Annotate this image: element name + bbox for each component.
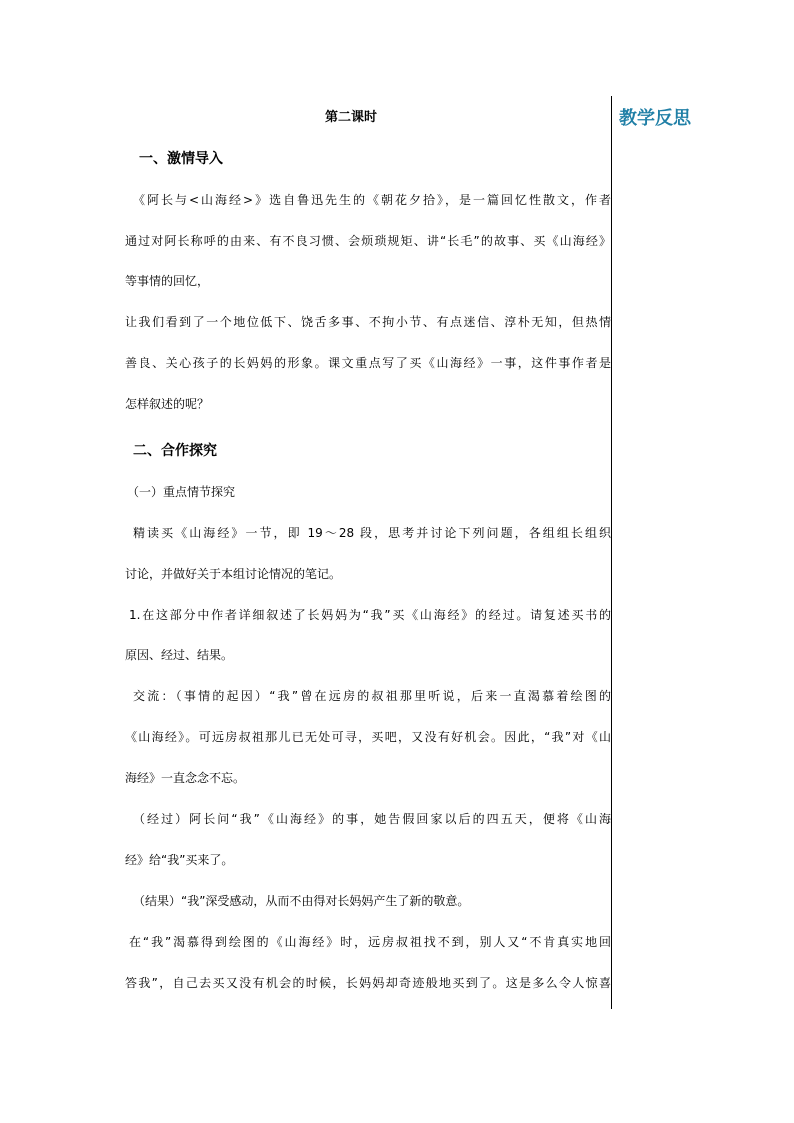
paragraph-line: 1.在这部分中作者详细叙述了长妈妈为“我”买《山海经》的经过。请复述买书的: [129, 608, 611, 622]
paragraph-line: 《山海经》。可远房叔祖那儿已无处可寻，买吧，又没有好机会。因此，“我”对《山: [125, 730, 611, 744]
paragraph-line: 让我们看到了一个地位低下、饶舌多事、不拘小节、有点迷信、淳朴无知，但热情: [125, 315, 611, 329]
paragraph-line: 善良、关心孩子的长妈妈的形象。课文重点写了买《山海经》一事，这件事作者是: [125, 356, 611, 370]
paragraph-line: 怎样叙述的呢？: [125, 397, 210, 411]
paragraph-line: （结果）“我”深受感动，从而不由得对长妈妈产生了新的敬意。: [133, 894, 470, 908]
sub-heading: （一）重点情节探究: [127, 485, 236, 499]
section-heading-inquiry: 二、合作探究: [133, 443, 217, 459]
paragraph-line: （经过）阿长问“我”《山海经》的事，她告假回家以后的四五天，便将《山海: [133, 812, 611, 826]
paragraph-line: 在“我”渴慕得到绘图的《山海经》时，远房叔祖找不到，别人又“不肯真实地回: [129, 935, 611, 949]
lesson-title: 第二课时: [324, 110, 377, 125]
section-heading-intro: 一、激情导入: [139, 151, 223, 167]
teaching-reflection-title: 教学反思: [619, 108, 691, 129]
paragraph-line: 交流：（事情的起因）“我”曾在远房的叔祖那里听说，后来一直渴慕着绘图的: [133, 689, 611, 703]
lesson-content: [125, 96, 612, 1009]
paragraph-line: 经》给“我”买来了。: [125, 853, 234, 867]
paragraph-line: 精读买《山海经》一节，即 19～28 段，思考并讨论下列问题，各组组长组织: [133, 526, 611, 540]
paragraph-line: 《阿长与<山海经>》选自鲁迅先生的《朝花夕拾》，是一篇回忆性散文，作者: [133, 193, 611, 207]
paragraph-line: 讨论，并做好关于本组讨论情况的笔记。: [125, 567, 342, 581]
paragraph-line: 通过对阿长称呼的由来、有不良习惯、会烦琐规矩、讲“长毛”的故事、买《山海经》: [125, 234, 611, 248]
paragraph-line: 答我”，自己去买又没有机会的时候，长妈妈却奇迹般地买到了。这是多么令人惊喜: [125, 976, 611, 990]
paragraph-line: 海经》一直念念不忘。: [125, 771, 246, 785]
paragraph-line: 等事情的回忆，: [125, 274, 210, 288]
paragraph-line: 原因、经过、结果。: [125, 648, 234, 662]
